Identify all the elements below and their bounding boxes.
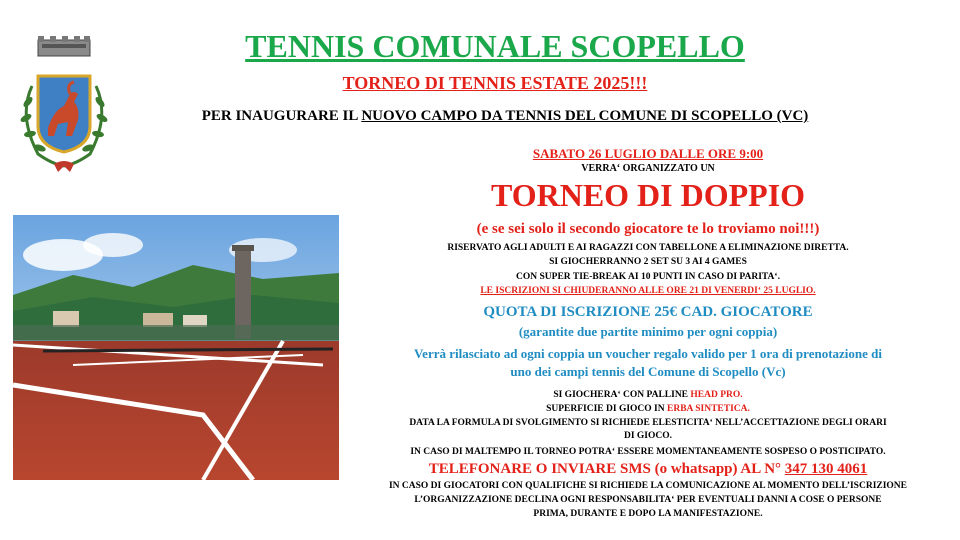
eligibility-line: RISERVATO AGLI ADULTI E AI RAGAZZI CON TABELLONE A ELIMINAZIONE DIRETTA. (447, 243, 849, 253)
surface-type: ERBA SINTETICA. (667, 404, 750, 414)
contact-prefix: TELEFONARE O INVIARE SMS (o whatsapp) AL N° (428, 461, 785, 477)
phone-number[interactable]: 347 130 4061 (784, 461, 868, 477)
surface-prefix: SUPERFICIE DI GIOCO IN (546, 404, 667, 414)
poster-subtitle: TORNEO DI TENNIS ESTATE 2025!!! (342, 73, 648, 93)
voucher-info (348, 345, 948, 381)
balls-brand: HEAD PRO. (690, 390, 743, 400)
contact-line (348, 460, 948, 478)
poster-title: TENNIS COMUNALE SCOPELLO (245, 28, 745, 64)
qualification-note: IN CASO DI GIOCATORI CON QUALIFICHE SI RICHIEDE LA COMUNICAZIONE AL MOMENTO DELL’ISCRIZIONE (388, 481, 908, 491)
weather-note: IN CASO DI MALTEMPO IL TORNEO POTRA‘ ESSERE MOMENTANEAMENTE SOSPESO O POSTICIPATO. (410, 447, 886, 457)
organized-line: VERRA‘ ORGANIZZATO UN (581, 163, 715, 174)
coat-of-arms-icon (8, 36, 120, 176)
balls-prefix: SI GIOCHERA‘ CON PALLINE (553, 390, 691, 400)
voucher-line-1: Verrà rilasciato ad ogni coppia un voucher regalo valido per 1 ora di prenotazione di (413, 346, 882, 361)
guaranteed-matches: (garantite due partite minimo per ogni coppia) (518, 324, 778, 339)
balls-line (348, 389, 948, 401)
inauguration-court: NUOVO CAMPO DA TENNIS DEL COMUNE DI SCOPELLO (VC) (361, 108, 809, 124)
liability-note: L’ORGANIZZAZIONE DECLINA OGNI RESPONSABILITA‘ PER EVENTUALI DANNI A COSE O PERSONE (414, 495, 882, 505)
tournament-title: TORNEO DI DOPPIO (490, 177, 806, 213)
tennis-court-photo (13, 215, 339, 480)
voucher-line-2: uno dei campi tennis del Comune di Scopello (Vc) (510, 364, 786, 379)
liability-note-end: PRIMA, DURANTE E DOPO LA MANIFESTAZIONE. (533, 509, 763, 519)
inauguration-prefix: PER INAUGURARE IL (201, 108, 362, 124)
flexibility-line-2: DI GIOCO. (623, 431, 673, 441)
tiebreak-line: CON SUPER TIE-BREAK AI 10 PUNTI IN CASO DI PARITA‘. (516, 272, 780, 282)
format-line: SI GIOCHERRANNO 2 SET SU 3 AI 4 GAMES (549, 257, 747, 267)
event-date: SABATO 26 LUGLIO DALLE ORE 9:00 (532, 146, 764, 161)
surface-line (348, 403, 948, 415)
partner-note: (e se sei solo il secondo giocatore te lo troviamo noi!!!) (476, 221, 820, 237)
registration-fee: QUOTA DI ISCRIZIONE 25€ CAD. GIOCATORE (483, 304, 813, 320)
inauguration-line (110, 106, 900, 126)
flexibility-line-1: DATA LA FORMULA DI SVOLGIMENTO SI RICHIEDE ELESTICITA‘ NELL’ACCETTAZIONE DEGLI ORARI (409, 418, 887, 428)
registration-deadline: LE ISCRIZIONI SI CHIUDERANNO ALLE ORE 21 DI VENERDI‘ 25 LUGLIO. (480, 286, 816, 296)
flexibility-note (348, 417, 948, 443)
